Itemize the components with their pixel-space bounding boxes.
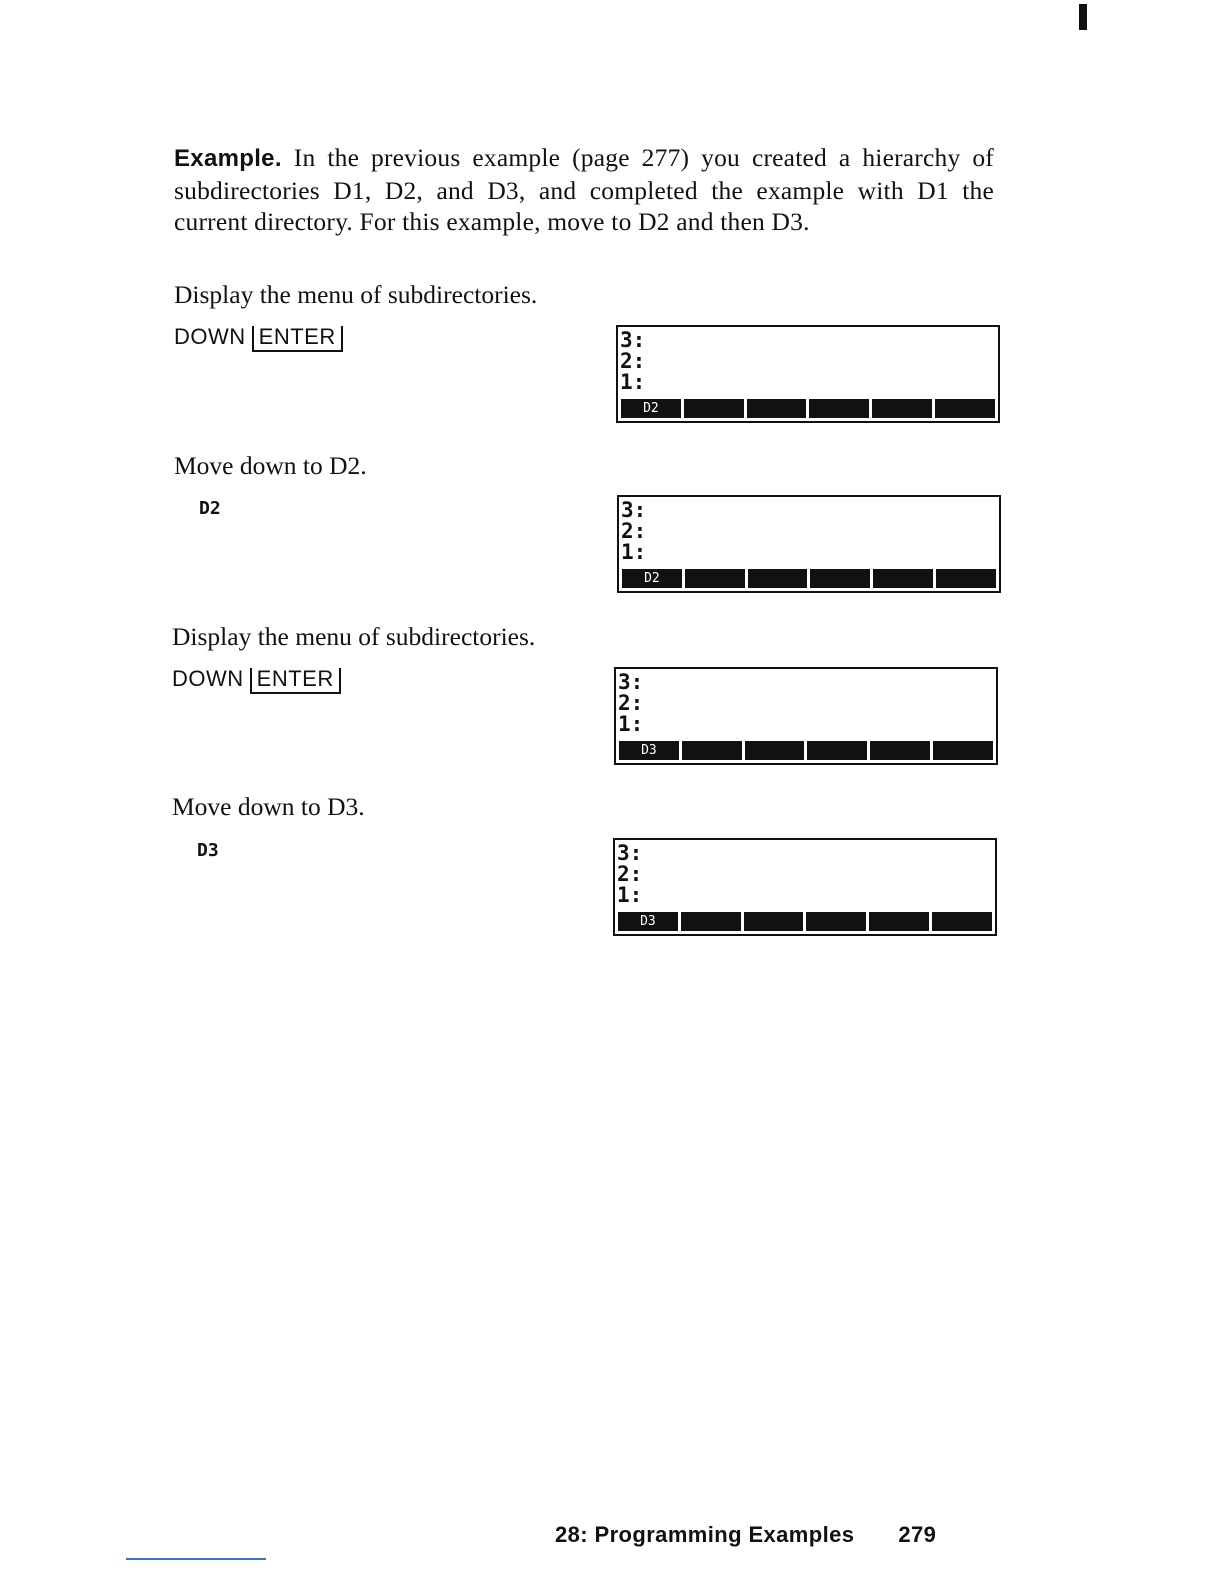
menu-bar <box>621 399 995 418</box>
menu-bar <box>618 912 992 931</box>
menu-key-1[interactable]: D2 <box>622 569 682 588</box>
step-4-instruction: Move down to D3. <box>172 792 365 821</box>
footer-chapter: 28: Programming Examples <box>555 1522 855 1547</box>
stack-level-2: 2: <box>620 349 646 373</box>
intro-paragraph <box>174 142 994 238</box>
step-4-display <box>613 838 997 936</box>
menu-key-6[interactable] <box>936 569 996 588</box>
menu-key-5[interactable] <box>872 399 932 418</box>
step-3-instruction: Display the menu of subdirectories. <box>172 622 536 651</box>
menu-key-2[interactable] <box>685 569 745 588</box>
stack-level-3: 3: <box>620 328 646 352</box>
stack-level-1: 1: <box>620 370 646 394</box>
menu-key-4[interactable] <box>806 912 866 931</box>
enter-key: ENTER <box>250 668 341 694</box>
step-1-instruction: Display the menu of subdirectories. <box>174 280 538 309</box>
step-3-display <box>614 667 998 765</box>
step-3-keys <box>172 666 341 694</box>
step-2-softkey: D2 <box>199 498 221 519</box>
menu-key-1[interactable]: D2 <box>621 399 681 418</box>
footer-rule <box>126 1558 266 1560</box>
stack-level-3: 3: <box>621 498 647 522</box>
stack-level-1: 1: <box>621 540 647 564</box>
enter-key: ENTER <box>252 326 343 352</box>
menu-key-6[interactable] <box>933 741 993 760</box>
menu-bar <box>622 569 996 588</box>
step-2-instruction: Move down to D2. <box>174 451 367 480</box>
step-1-display <box>616 325 1000 423</box>
menu-key-6[interactable] <box>935 399 995 418</box>
stack-level-2: 2: <box>618 691 644 715</box>
menu-key-5[interactable] <box>869 912 929 931</box>
step-1-key-word: DOWN <box>174 324 246 349</box>
menu-key-4[interactable] <box>809 399 869 418</box>
menu-key-3[interactable] <box>744 912 804 931</box>
intro-lead: Example. <box>174 145 282 172</box>
stack-level-2: 2: <box>617 862 643 886</box>
page-edge-mark <box>1079 4 1087 30</box>
stack-level-3: 3: <box>618 670 644 694</box>
menu-key-1[interactable]: D3 <box>619 741 679 760</box>
stack-level-3: 3: <box>617 841 643 865</box>
step-2-display <box>617 495 1001 593</box>
footer-page-number: 279 <box>898 1522 937 1547</box>
menu-key-3[interactable] <box>748 569 808 588</box>
menu-key-4[interactable] <box>807 741 867 760</box>
stack-level-2: 2: <box>621 519 647 543</box>
step-1-keys <box>174 324 343 352</box>
menu-key-2[interactable] <box>681 912 741 931</box>
intro-text: In the previous example (page 277) you created a hierarchy of subdirectories D1, D2, and D3, and completed the example with D1 the current directory. For this example, move to D2 and then D3. <box>174 143 995 236</box>
menu-key-4[interactable] <box>810 569 870 588</box>
menu-key-1[interactable]: D3 <box>618 912 678 931</box>
menu-key-6[interactable] <box>932 912 992 931</box>
menu-key-2[interactable] <box>682 741 742 760</box>
menu-bar <box>619 741 993 760</box>
menu-key-3[interactable] <box>747 399 807 418</box>
menu-key-5[interactable] <box>873 569 933 588</box>
step-4-softkey: D3 <box>197 840 219 861</box>
stack-level-1: 1: <box>617 883 643 907</box>
step-3-key-word: DOWN <box>172 666 244 691</box>
menu-key-5[interactable] <box>870 741 930 760</box>
page-footer <box>555 1522 936 1548</box>
menu-key-3[interactable] <box>745 741 805 760</box>
menu-key-2[interactable] <box>684 399 744 418</box>
stack-level-1: 1: <box>618 712 644 736</box>
